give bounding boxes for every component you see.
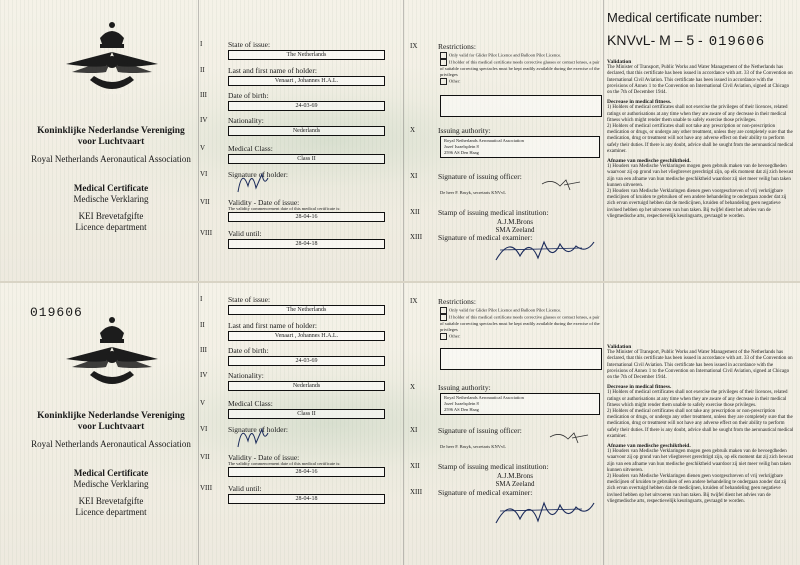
checkbox (440, 314, 447, 321)
field-number: VIII (200, 484, 213, 492)
field-value: Nederlands (228, 126, 385, 136)
field-number: VII (200, 198, 210, 206)
field-value: 24-03-69 (228, 356, 385, 366)
field-number: V (200, 399, 206, 407)
department-en: Licence department (75, 222, 147, 232)
holder-signature (232, 421, 272, 451)
field-number: III (200, 346, 207, 354)
restriction-other: Other: (440, 333, 600, 340)
issuing-authority-box: Royal Netherlands Aeronautical Association Jozef Israelsplein 8 2596 AS Den Haag (440, 393, 600, 415)
association-block (0, 126, 222, 233)
field-value: Venaart , Johannes H.A.L. (228, 76, 385, 86)
examiner-signature (490, 232, 600, 268)
field-value: Venaart , Johannes H.A.L. (228, 331, 385, 341)
validation-text: Validation The Minister of Transport, Public Works and Water Management of the Netherlands has declared, that this certificate has been issued in accordance with art. 33 of the Convention on International Civil Aviation. This certificate has been issued in accordance with the provisions of Annex 1 to the Convention on International Civil Aviation, signed at Chicago on the 7th of December 1944. Decrease in medical fitness. 1) Holders of medical certificates shall not exercise the privileges of their licences, related ratings or authorisations at any time when they are aware of any decrease in their medical fitness which might render them unable to safely exercise those privileges. 2) Holders of medical certificates shall not take any prescription or non-prescription medication or drugs, or undergo any other treatment, unless they are completely sure that the medication, drug or treatment will not have any adverse effect on their ability to perform safely their duties. If there is any doubt, advice shall be sought from the aeronautical medical examiner. Afname van medische geschiktheid. 1) Houders van Medische Verklaringen mogen geen gebruik maken van de bevoegdheden waarvoor zij op grond van het vliegbrevet gerechtigd zijn, op elk moment dat zij zich bewust zijn van een afname van hun medische geschiktheid waardoor zij niet meer veilig hun taken kunnen uitvoeren. 2) Houders van Medische Verklaringen dienen geen voorgeschreven of vrij verkrijgbare medicijnen of kruiden te gebruiken of een andere behandeling te ondergaan zonder dat zij zich ervan overtuigd hebben dat de medicijnen, kruiden of behandeling geen negatieve invloed hebben op het uitvoeren van hun taken. Bij twijfel dient het advies van de vliegmedische arts, respectievelijk keuringsarts, gevraagd te worden. (607, 59, 794, 219)
restriction-item: Only valid for Glider Pilot Licence and Balloon Pilot Licence. (440, 52, 600, 59)
field-label: Medical Class: (228, 399, 273, 408)
field-label: Signature of holder: (228, 425, 288, 434)
association-name-nl-2: voor Luchtvaart (77, 422, 145, 432)
field-value: 28-04-16 (228, 212, 385, 222)
medical-stamp: A.J.M.Brons SMA Zeeland (495, 472, 535, 488)
document-title-en: Medical Certificate (73, 468, 149, 478)
officer-name: De heer F. Bruyk, secretaris KNVvL (440, 190, 506, 195)
svg-text:KNVvL: KNVvL (100, 89, 124, 96)
field-label: Last and first name of holder: (228, 321, 317, 330)
association-name-en: Royal Netherlands Aeronautical Association (31, 439, 191, 449)
field-label: Signature of holder: (228, 170, 288, 179)
field-number: III (200, 91, 207, 99)
checkbox (440, 52, 447, 59)
field-label: Validity - Date of issue: (228, 453, 300, 462)
field-number: VIII (200, 229, 213, 237)
field-value: 28-04-18 (228, 239, 385, 249)
serial-number: 019606 (30, 305, 83, 320)
field-number: I (200, 40, 203, 48)
field-label: Valid until: (228, 229, 262, 238)
department-en: Licence department (75, 507, 147, 517)
field-note: The validity commencement date of this medical certificate is: (228, 206, 341, 211)
document-title-nl: Medische Verklaring (73, 194, 149, 204)
knvvl-crest-logo (62, 313, 162, 405)
divider (403, 0, 404, 282)
field-label: Valid until: (228, 484, 262, 493)
divider (403, 283, 404, 565)
field-value: The Netherlands (228, 50, 385, 60)
serial-number: 019606 (708, 34, 766, 50)
field-label: State of issue: (228, 40, 271, 49)
document-title-en: Medical Certificate (73, 183, 149, 193)
restriction-list (440, 52, 600, 85)
field-value: Class II (228, 409, 385, 419)
field-label: Validity - Date of issue: (228, 198, 300, 207)
divider (603, 283, 604, 565)
restriction-item: Only valid for Glider Pilot Licence and Balloon Pilot Licence. (440, 307, 600, 314)
field-number: VI (200, 170, 208, 178)
field-value: 28-04-18 (228, 494, 385, 504)
field-number: I (200, 295, 203, 303)
field-number: II (200, 321, 205, 329)
association-name-en: Royal Netherlands Aeronautical Association (31, 154, 191, 164)
field-number: II (200, 66, 205, 74)
checkbox (440, 333, 447, 340)
field-note: The validity commencement date of this medical certificate is: (228, 461, 341, 466)
association-name-nl: Koninklijke Nederlandse Vereniging (37, 126, 185, 136)
examiner-signature (490, 493, 600, 533)
officer-signature (540, 176, 585, 196)
field-value: 24-03-69 (228, 101, 385, 111)
officer-name: De heer F. Bruyk, secretaris KNVvL (440, 444, 506, 449)
department-nl: KEI Brevetafgifte (78, 496, 144, 506)
restriction-list (440, 307, 600, 340)
field-number: VI (200, 425, 208, 433)
knvvl-crest-logo (62, 18, 162, 110)
field-number: V (200, 144, 206, 152)
certificate-number: KNVvL- M – 5 - 019606 (607, 32, 766, 50)
divider (603, 0, 604, 282)
field-label: Nationality: (228, 116, 264, 125)
svg-text:KNVvL: KNVvL (100, 384, 124, 391)
officer-signature (548, 429, 593, 449)
association-name-nl-2: voor Luchtvaart (77, 137, 145, 147)
holder-signature (232, 166, 272, 196)
other-restrictions-box (440, 348, 602, 370)
field-label: State of issue: (228, 295, 271, 304)
other-restrictions-box (440, 95, 602, 117)
restriction-item: If holder of this medical certificate needs corrective glasses or contact lenses, a pair of suitable correcting spectacles must be kept readily available during the exercise of the privileges (440, 59, 600, 77)
field-label: Date of birth: (228, 91, 269, 100)
field-value: Class II (228, 154, 385, 164)
validation-text: Validation The Minister of Transport, Public Works and Water Management of the Netherlands has declared, that this certificate has been issued in accordance with art. 33 of the Convention on International Civil Aviation. This certificate has been issued in accordance with the provisions of Annex 1 to the Convention on International Civil Aviation, signed at Chicago on the 7th of December 1944. Decrease in medical fitness. 1) Holders of medical certificates shall not exercise the privileges of their licences, related ratings or authorisations at any time when they are aware of any decrease in their medical fitness which might render them unable to safely exercise those privileges. 2) Holders of medical certificates shall not take any prescription or non-prescription medication or drugs, or undergo any other treatment, unless they are completely sure that the medication, drug or treatment will not have any adverse effect on their ability to perform safely their duties. If there is any doubt, advice shall be sought from the aeronautical medical examiner. Afname van medische geschiktheid. 1) Houders van Medische Verklaringen mogen geen gebruik maken van de bevoegdheden waarvoor zij op grond van het vliegbrevet gerechtigd zijn, op elk moment dat zij zich bewust zijn van een afname van hun medische geschiktheid waardoor zij niet meer veilig hun taken kunnen uitvoeren. 2) Houders van Medische Verklaringen dienen geen voorgeschreven of vrij verkrijgbare medicijnen of kruiden te gebruiken of een andere behandeling te ondergaan zonder dat zij zich ervan overtuigd hebben dat de medicijnen, kruiden of behandeling geen negatieve invloed hebben op het uitvoeren van hun taken. Bij twijfel dient het advies van de vliegmedische arts, respectievelijk keuringsarts, gevraagd te worden. (607, 344, 794, 504)
field-label: Medical Class: (228, 144, 273, 153)
field-label: Last and first name of holder: (228, 66, 317, 75)
field-label: Nationality: (228, 371, 264, 380)
field-value: Nederlands (228, 381, 385, 391)
checkbox (440, 59, 447, 66)
department-nl: KEI Brevetafgifte (78, 211, 144, 221)
checkbox (440, 78, 447, 85)
issuing-authority-box: Royal Netherlands Aeronautical Association Jozef Israelsplein 8 2596 AS Den Haag (440, 136, 600, 158)
certificate-sheet-bottom: 019606 KNVvL Koninklijke Nederlandse Vereniging voor Luchtvaart Royal Netherlands Aeronautical Association Medical Certificate Medische Verklaring KEI Brevetafgifte Licence department I State of issue: The Netherlands II Last and first name of holder: Venaart , Johannes H.A.L. III Date of birth: 24-03-69 IV Nationality: Nederlands V Medical Class: Class II VI Signature of holder: VII Validity - Date of issue: The validity commencement date of this medical certificate is: 28-04-16 VIII Valid until: 28-04-18 IX Restrictions: Only valid for Glider Pilot Licence and Balloon Pilot Licence. If holder of this medical certificate needs corrective glasses or contact lenses, a pair of suitable correcting spectacles must be kept readily available during the exercise of the privileges Other: X Issuing authority: Royal Netherlands Aeronautical Association Jozef Israelsplein 8 2596 AS Den Haag XI Signature of issuing officer: De heer F. Bruyk, secretaris KNVvL XII Stamp of issuing medical institution: A.J.M.Brons SMA Zeeland XIII Signature of medical examiner: Validation The Minister of Transport, Public Works and Water Management of the Netherlands has declared, that this certificate has been issued in accordance with art. 33 of the Convention on International Civil Aviation. This certificate has been issued in accordance with the provisions of Annex 1 to the Convention on International Civil Aviation, signed at Chicago on the 7th of December 1944. Decrease in medical fitness. 1) Holders of medical certificates shall not exercise the privileges of their licences, related ratings or authorisations at any time when they are aware of any decrease in their medical fitness which might render them unable to safely exercise those privileges. 2) Holders of medical certificates shall not take any prescription or non-prescription medication or drugs, or undergo any other treatment, unless they are completely sure that the medication, drug or treatment will not have any adverse effect on their ability to perform safely their duties. If there is any doubt, advice shall be sought from the aeronautical medical examiner. Afname van medische geschiktheid. 1) Houders van Medische Verklaringen mogen geen gebruik maken van de bevoegdheden waarvoor zij op grond van het vliegbrevet gerechtigd zijn, op elk moment dat zij zich bewust zijn van een afname van hun medische geschiktheid waardoor zij niet meer veilig hun taken kunnen uitvoeren. 2) Houders van Medische Verklaringen dienen geen voorgeschreven of vrij verkrijgbare medicijnen of kruiden te gebruiken of een andere behandeling te ondergaan zonder dat zij zich ervan overtuigd hebben dat de medicijnen, kruiden of behandeling geen negatieve invloed hebben op het uitvoeren van hun taken. Bij twijfel dient het advies van de vliegmedische arts, respectievelijk keuringsarts, gevraagd te worden. (0, 283, 800, 565)
restriction-other: Other: (440, 78, 600, 85)
field-value: 28-04-16 (228, 467, 385, 477)
document-title-nl: Medische Verklaring (73, 479, 149, 489)
field-number: IV (200, 116, 208, 124)
association-block (0, 411, 222, 518)
field-label: Date of birth: (228, 346, 269, 355)
association-name-nl: Koninklijke Nederlandse Vereniging (37, 411, 185, 421)
restriction-item: If holder of this medical certificate needs corrective glasses or contact lenses, a pair of suitable correcting spectacles must be kept readily available during the exercise of the privileges (440, 314, 600, 332)
field-number: IV (200, 371, 208, 379)
checkbox (440, 307, 447, 314)
field-value: The Netherlands (228, 305, 385, 315)
field-number: VII (200, 453, 210, 461)
medical-stamp: A.J.M.Brons SMA Zeeland (495, 218, 535, 234)
certificate-sheet-top: KNVvL Koninklijke Nederlandse Vereniging voor Luchtvaart Royal Netherlands Aeronautical Association Medical Certificate Medische Verklaring KEI Brevetafgifte Licence department I State of issue: The Netherlands II Last and first name of holder: Venaart , Johannes H.A.L. III Date of birth: 24-03-69 IV Nationality: Nederlands V Medical Class: Class II VI Signature of holder: VII Validity - Date of issue: The validity commencement date of this medical certificate is: 28-04-16 VIII Valid until: 28-04-18 IX Restrictions: Only valid for Glider Pilot Licence and Balloon Pilot Licence. If holder of this medical certificate needs corrective glasses or contact lenses, a pair of suitable correcting spectacles must be kept readily available during the exercise of the privileges Other: X Issuing authority: Royal Netherlands Aeronautical Association Jozef Israelsplein 8 2596 AS Den Haag XI Signature of issuing officer: De heer F. Bruyk, secretaris KNVvL XII Stamp of issuing medical institution: A.J.M.Brons SMA Zeeland XIII Signature of medical examiner: Medical certificate number: KNVvL- M – 5 - 019606 Validation The Minister of Transport, Public Works and Water Management of the Netherlands has declared, that this certificate has been issued in accordance with art. 33 of the Convention on International Civil Aviation. This certificate has been issued in accordance with the provisions of Annex 1 to the Convention on International Civil Aviation, signed at Chicago on the 7th of December 1944. Decrease in medical fitness. 1) Holders of medical certificates shall not exercise the privileges of their licences, related ratings or authorisations at any time when they are aware of any decrease in their medical fitness which might render them unable to safely exercise those privileges. 2) Holders of medical certificates shall not take any prescription or non-prescription medication or drugs, or undergo any other treatment, unless they are completely sure that the medication, drug or treatment will not have any adverse effect on their ability to perform safely their duties. If there is any doubt, advice shall be sought from the aeronautical medical examiner. Afname van medische geschiktheid. 1) Houders van Medische Verklaringen mogen geen gebruik maken van de bevoegdheden waarvoor zij op grond van het vliegbrevet gerechtigd zijn, op elk moment dat zij zich bewust zijn van een afname van hun medische geschiktheid waardoor zij niet meer veilig hun taken kunnen uitvoeren. 2) Houders van Medische Verklaringen dienen geen voorgeschreven of vrij verkrijgbare medicijnen of kruiden te gebruiken of een andere behandeling te ondergaan zonder dat zij zich ervan overtuigd hebben dat de medicijnen, kruiden of behandeling geen negatieve invloed hebben op het uitvoeren van hun taken. Bij twijfel dient het advies van de vliegmedische arts, respectievelijk keuringsarts, gevraagd te worden. (0, 0, 800, 282)
certificate-number-title: Medical certificate number: (607, 10, 763, 25)
